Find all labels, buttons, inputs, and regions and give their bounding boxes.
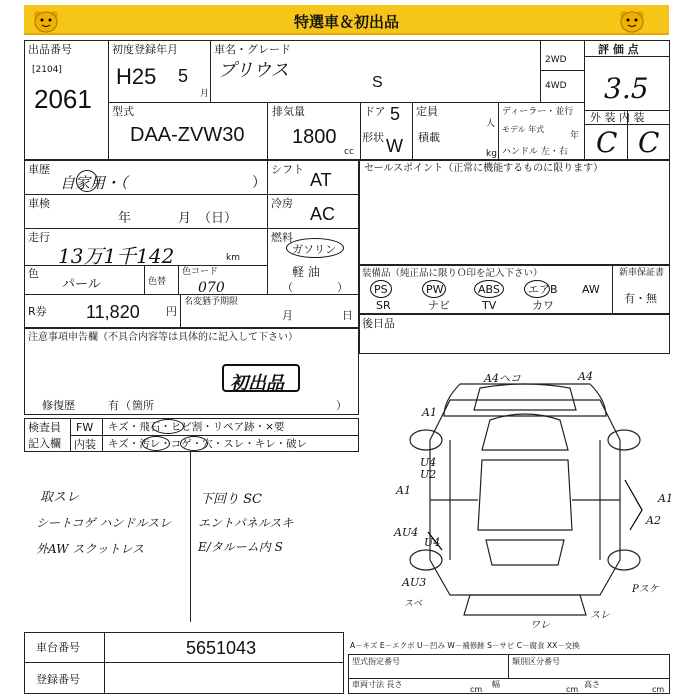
color-label: 色	[28, 267, 39, 280]
equip-aw: AW	[582, 283, 600, 296]
mark-a1-top: A1	[422, 406, 437, 419]
sales-point-block	[359, 160, 670, 265]
mark-sure: スレ	[590, 610, 610, 621]
mileage-label: 走行	[28, 231, 50, 244]
inspector-label-2: 記入欄	[28, 437, 61, 450]
hw-right-2: エントパネルスキ	[198, 516, 294, 530]
mark-u2: U2	[420, 468, 437, 481]
interior-circle-2	[180, 436, 208, 451]
lot-label: 出品番号	[28, 43, 72, 56]
model-no-label: 型式指定番号	[352, 657, 400, 666]
equip-navi: ナビ	[428, 299, 450, 312]
sales-point-label: セールスポイント（正常に機能するものに限ります）	[364, 163, 604, 174]
year-unit: 年	[570, 131, 580, 141]
displacement-value: 1800	[292, 126, 337, 148]
dealer-label: ディーラー・並行	[502, 107, 574, 117]
mileage-unit: km	[226, 253, 240, 263]
odometer-month: 月	[282, 309, 293, 322]
handle-label: ハンドル 左・右	[502, 147, 568, 157]
history-value: 自家用・（	[60, 174, 128, 192]
fuel-circle	[286, 238, 344, 258]
first-reg-month: 5	[178, 66, 189, 86]
displacement-unit: cc	[344, 147, 354, 157]
drive-4wd: 4WD	[545, 81, 567, 91]
hw-right-3: E/タルーム内 S	[198, 540, 283, 554]
fuel-label: 燃料	[271, 231, 293, 244]
shift-value: AT	[310, 170, 332, 190]
registration-label: 登録番号	[36, 673, 80, 686]
capacity-unit: 人	[486, 119, 496, 129]
ac-value: AC	[310, 204, 336, 224]
repair-value: 有	[108, 399, 119, 412]
mark-a4: A4	[578, 370, 593, 383]
hw-left-3: 外AW スクットレス	[36, 542, 144, 556]
car-name-label: 車名・グレード	[214, 43, 291, 56]
mark-ware: ワレ	[530, 620, 550, 631]
recycle-unit: 円	[166, 305, 177, 318]
car-name-value: プリウス	[218, 60, 289, 81]
grade-score: 3.5	[604, 72, 649, 105]
history-close: ）	[252, 175, 266, 191]
size-cm-3: cm	[652, 685, 665, 694]
color-value: パール	[62, 277, 101, 292]
model-year-label: モデル 年式	[502, 125, 545, 134]
model-value: DAA-ZVW30	[130, 124, 245, 146]
interior-grade: C	[638, 126, 660, 159]
capacity-label: 定員	[416, 105, 438, 118]
first-reg-label: 初度登録年月	[112, 43, 178, 56]
equip-sr: SR	[376, 299, 391, 312]
mark-a4-heko: A4ヘコ	[484, 372, 521, 385]
inspector-fw-items: キズ・飛石・ヒビ割・リペア跡・×要	[108, 421, 285, 433]
mileage-value: 13万1千142	[58, 244, 175, 268]
repair-paren: （	[120, 399, 131, 412]
inspector-interior: 内装	[74, 438, 96, 451]
category-no-label: 類別区分番号	[512, 657, 560, 666]
interior-circle-1	[142, 436, 170, 451]
recycle-label: R券	[28, 305, 47, 318]
equip-leather: カワ	[532, 299, 554, 312]
height-label: 高さ	[584, 680, 600, 689]
mark-au3: AU3	[402, 576, 427, 589]
mascot-left-icon	[32, 9, 60, 33]
mark-u4: U4	[420, 456, 437, 469]
hw-left-1: 取スレ	[40, 490, 80, 505]
odometer-day: 日	[342, 309, 353, 322]
size-cm-2: cm	[566, 685, 579, 694]
doors-value: 5	[390, 104, 401, 124]
lot-sub: [2104]	[32, 65, 62, 75]
mark-a1-mid: A1	[396, 484, 411, 497]
inspector-label-1: 検査員	[28, 421, 61, 434]
equip-airbag: エアB	[528, 283, 558, 296]
first-reg-year: H25	[116, 64, 157, 89]
inspection-month: 月	[178, 211, 192, 226]
history-circle	[76, 170, 98, 192]
repair-label: 修復歴	[42, 399, 75, 412]
after-block	[359, 314, 670, 354]
mascot-right-icon	[618, 9, 646, 33]
equip-pw-circle	[422, 280, 446, 298]
load-unit: kg	[486, 149, 497, 159]
repair-place: 箇所	[132, 399, 154, 412]
model-label: 型式	[112, 105, 134, 118]
size-label: 車両寸法 長さ	[352, 680, 403, 689]
repair-close: ）	[336, 399, 347, 412]
notes-stamp-text: 初出品	[230, 373, 284, 394]
inspection-day: （日）	[198, 211, 238, 226]
warranty-value: 有・無	[624, 292, 657, 305]
first-reg-month-unit: 月	[200, 89, 210, 99]
equip-ps: PS	[374, 283, 388, 296]
exterior-grade: C	[596, 126, 618, 159]
displacement-label: 排気量	[272, 105, 305, 118]
hw-left-2: シートコゲ ハンドルスレ	[36, 516, 171, 530]
color-swap-label: 色替	[148, 277, 167, 287]
equip-ps-circle	[370, 280, 392, 298]
shape-label: 形状	[362, 131, 384, 144]
history-label: 車歴	[28, 163, 50, 176]
inspector-interior-items: キズ・汚レ・コゲ・穴・スレ・キレ・破レ	[108, 438, 308, 450]
chassis-label: 車台番号	[36, 641, 80, 654]
hw-right-1: 下回り SC	[200, 492, 262, 507]
notes-stamp	[222, 364, 300, 392]
mark-sube: スベ	[404, 599, 423, 609]
mark-a1-right: A1	[658, 492, 673, 505]
fw-circle	[152, 419, 184, 434]
ac-label: 冷房	[271, 197, 293, 210]
width-label: 幅	[492, 680, 500, 689]
car-grade-value: S	[372, 74, 383, 91]
shift-label: シフト	[271, 163, 304, 176]
after-label: 後日品	[362, 317, 395, 330]
chassis-value: 5651043	[186, 638, 257, 658]
grade-label: 評 価 点	[598, 43, 639, 56]
fuel-diesel: 軽 油	[292, 265, 320, 279]
header-title: 特選車＆初出品	[293, 14, 399, 31]
drive-2wd: 2WD	[545, 55, 567, 65]
equip-abs-circle	[474, 280, 504, 298]
recycle-value: 11,820	[86, 302, 140, 322]
warranty-label: 新車保証書	[619, 268, 665, 278]
inspection-year: 年	[118, 211, 132, 226]
top-block	[24, 40, 670, 160]
odometer-label: 名変猶予期限	[184, 297, 239, 307]
mark-p-suke: Pスケ	[632, 584, 659, 595]
mark-au4: AU4	[394, 526, 419, 539]
doors-label: ドア	[364, 105, 386, 118]
fuel-paren: （ ）	[282, 281, 348, 294]
damage-diagram	[380, 360, 690, 630]
equip-tv: TV	[482, 299, 497, 312]
load-label: 積載	[418, 131, 440, 144]
size-cm-1: cm	[470, 685, 483, 694]
fuel-gasoline: ガソリン	[292, 243, 336, 256]
equip-airbag-circle	[524, 280, 550, 298]
color-code-label: 色コード	[182, 267, 219, 277]
equip-pw: PW	[426, 283, 444, 296]
header-band	[24, 5, 669, 35]
shape-value: W	[386, 136, 403, 156]
inspector-fw: FW	[76, 421, 94, 434]
inspection-label: 車検	[28, 197, 50, 210]
equip-abs: ABS	[478, 283, 500, 296]
equipment-label: 装備品（純正品に限りＯ印を記入下さい）	[362, 268, 543, 279]
mark-a2: A2	[646, 514, 661, 527]
lot-number: 2061	[34, 84, 92, 114]
notes-label: 注意事項申告欄（不具合内容等は具体的に記入して下さい）	[28, 332, 298, 343]
mark-u4-low: U4	[424, 536, 441, 549]
ext-int-label: 外 装 内 装	[590, 111, 645, 124]
color-code-value: 070	[198, 280, 225, 296]
legend-text: A－キズ E－エクボ U－凹み W－補修跡 S－サビ C－腐食 XX－交換	[350, 641, 580, 650]
